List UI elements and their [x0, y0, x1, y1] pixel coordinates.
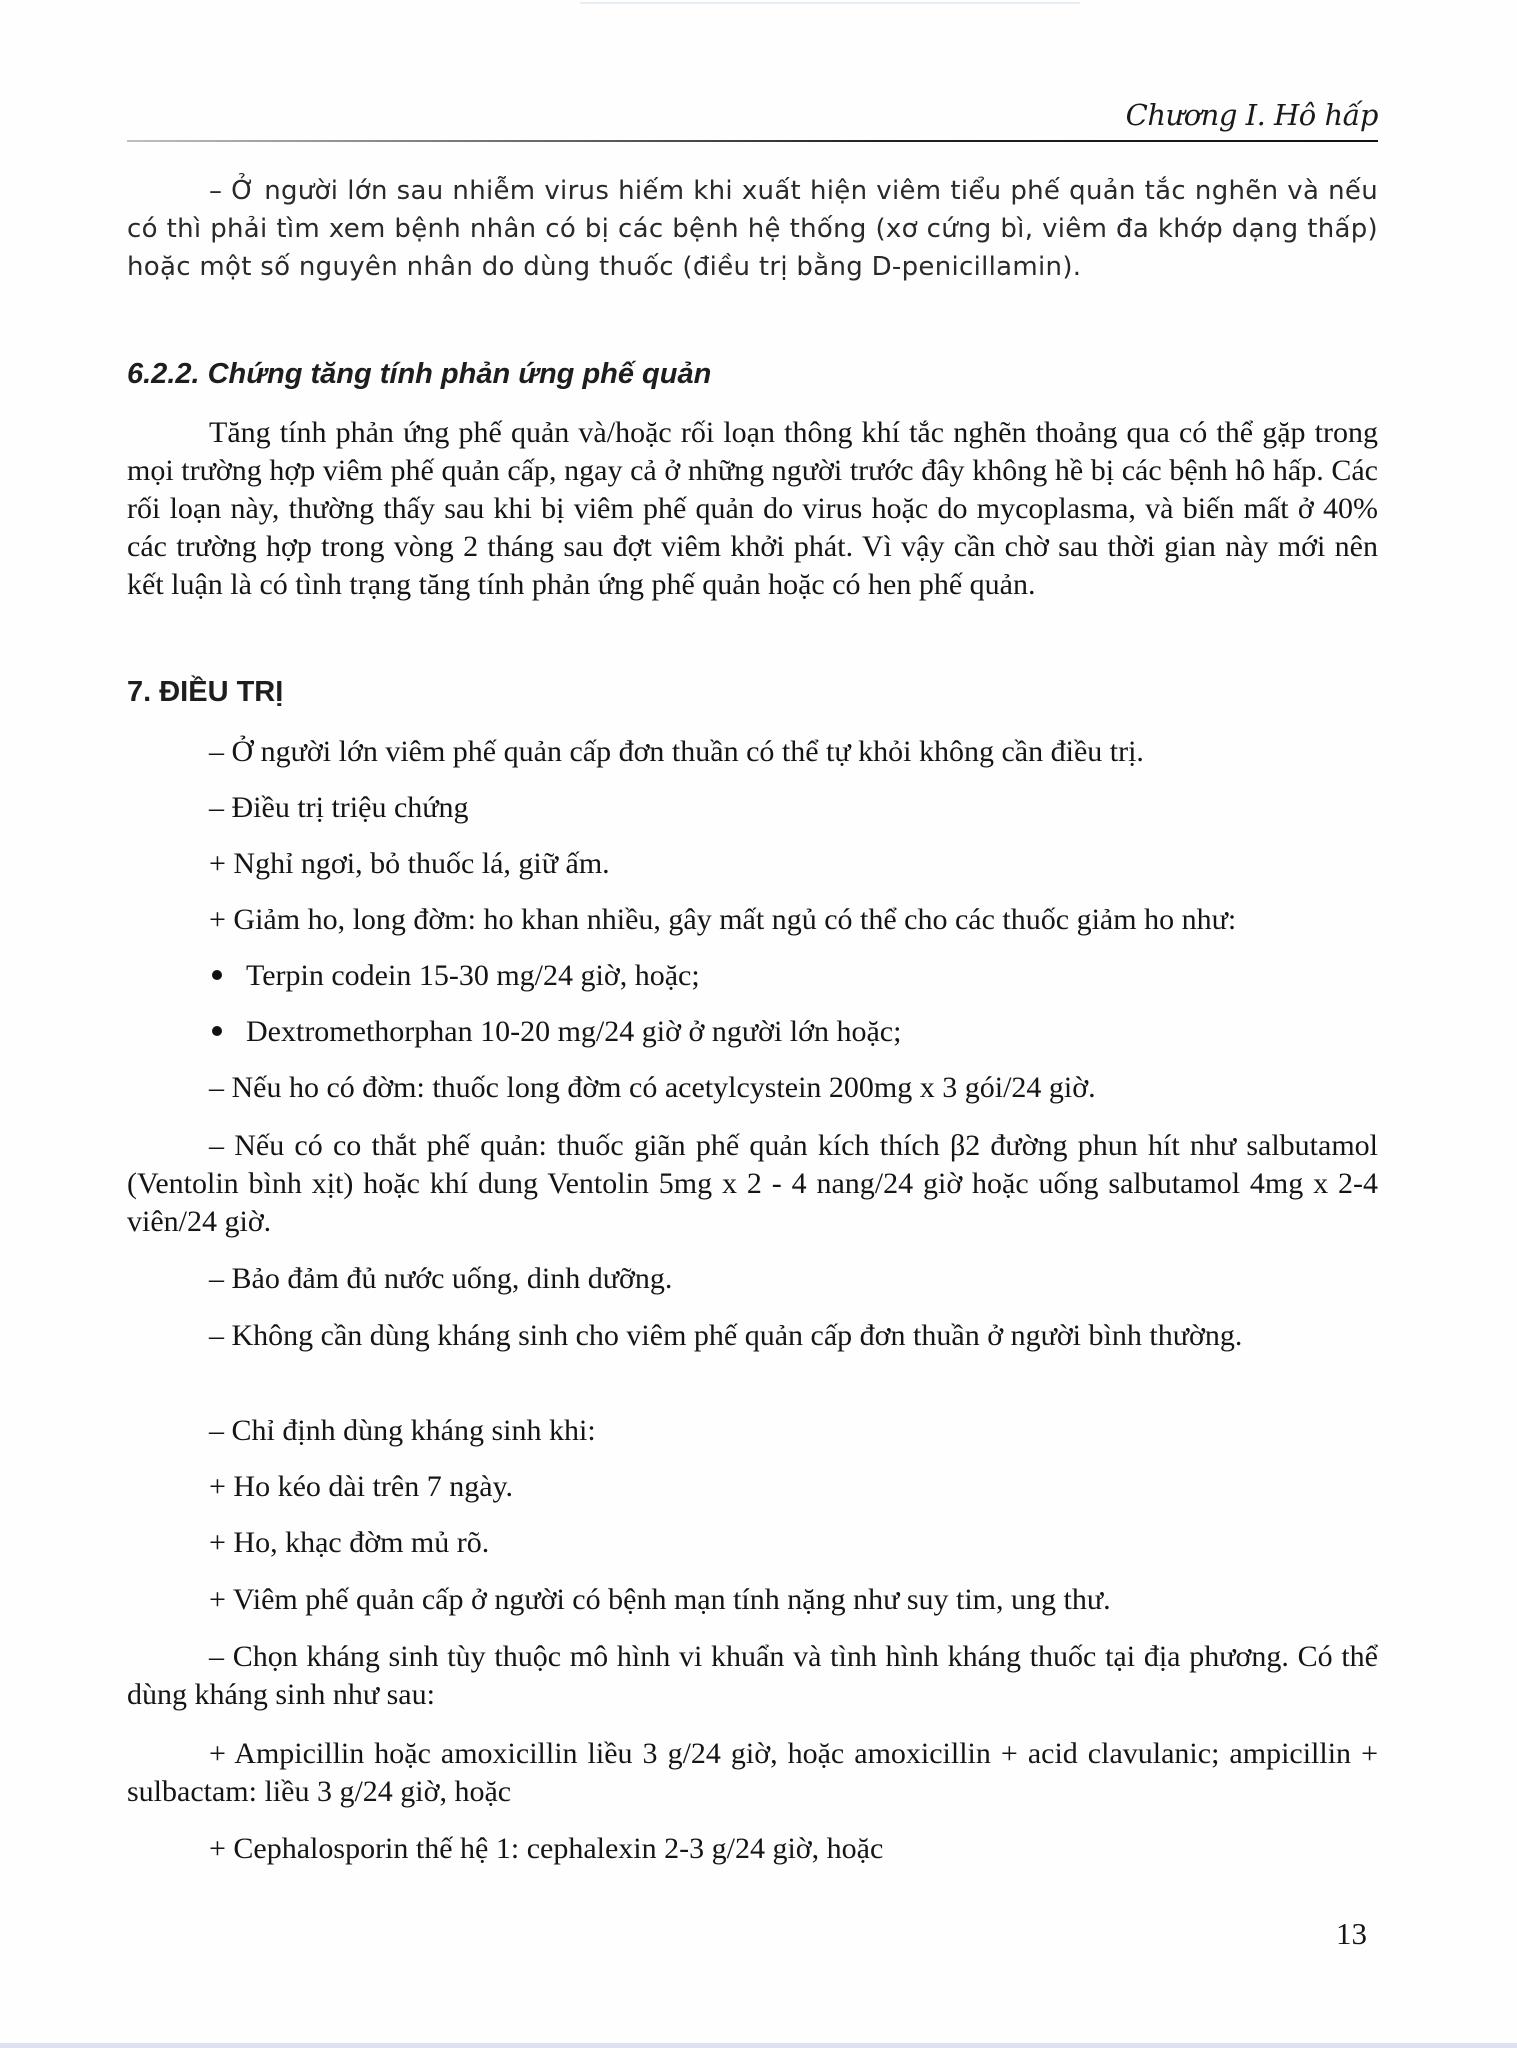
bullet-icon [212, 1026, 222, 1036]
list-item: – Không cần dùng kháng sinh cho viêm phế quản cấp đơn thuần ở người bình thường. [209, 1319, 1243, 1352]
bullet-text: Dextromethorphan 10-20 mg/24 giờ ở người lớn hoặc; [246, 1015, 902, 1048]
running-header: Chương I. Hô hấp [1125, 98, 1378, 132]
bullet-item [212, 1013, 901, 1051]
list-item: – Chỉ định dùng kháng sinh khi: [209, 1414, 596, 1447]
intro-paragraph: – Ở người lớn sau nhiễm virus hiếm khi xuất hiện viêm tiểu phế quản tắc nghẽn và nếu có thì phải tìm xem bệnh nhân có bị các bệnh hệ thống (xơ cứng bì, viêm đa khớp dạng thấp) hoặc một số nguyên nhân do dùng thuốc (điều trị bằng D-penicillamin). [127, 176, 1378, 282]
list-item: + Ampicillin hoặc amoxicillin liều 3 g/24 giờ, hoặc amoxicillin + acid clavulanic; ampicillin + sulbactam: liều 3 g/24 giờ, hoặc [127, 1737, 1378, 1808]
list-item: – Ở người lớn viêm phế quản cấp đơn thuần có thể tự khỏi không cần điều trị. [209, 735, 1144, 768]
bullet-item [212, 957, 700, 995]
section-6-2-2-body: Tăng tính phản ứng phế quản và/hoặc rối loạn thông khí tắc nghẽn thoảng qua có thể gặp trong mọi trường hợp viêm phế quản cấp, ngay cả ở những người trước đây không hề bị các bệnh hô hấp. Các rối loạn này, thường thấy sau khi bị viêm phế quản do virus hoặc do mycoplasma, và biến mất ở 40% các trường hợp trong vòng 2 tháng sau đợt viêm khởi phát. Vì vậy cần chờ sau thời gian này mới nên kết luận là có tình trạng tăng tính phản ứng phế quản hoặc có hen phế quản. [127, 416, 1378, 601]
list-item: – Nếu có co thắt phế quản: thuốc giãn phế quản kích thích β2 đường phun hít như salbutamol (Ventolin bình xịt) hoặc khí dung Ventolin 5mg x 2 - 4 nang/24 giờ hoặc uống salbutamol 4mg x 2-4 viên/24 giờ. [127, 1129, 1378, 1238]
list-item: – Chọn kháng sinh tùy thuộc mô hình vi khuẩn và tình hình kháng thuốc tại địa phương. Có thể dùng kháng sinh như sau: [127, 1640, 1378, 1711]
list-item: + Viêm phế quản cấp ở người có bệnh mạn tính nặng như suy tim, ung thư. [209, 1583, 1111, 1616]
list-item: + Cephalosporin thế hệ 1: cephalexin 2-3 g/24 giờ, hoặc [209, 1832, 884, 1865]
header-rule [127, 140, 1378, 142]
list-item: + Giảm ho, long đờm: ho khan nhiều, gây mất ngủ có thể cho các thuốc giảm ho như: [209, 903, 1237, 936]
scan-artifact-bottom [0, 2043, 1517, 2048]
section-heading-7: 7. ĐIỀU TRỊ [127, 676, 284, 708]
list-item: + Nghỉ ngơi, bỏ thuốc lá, giữ ấm. [209, 847, 610, 880]
list-item: – Bảo đảm đủ nước uống, dinh dưỡng. [209, 1262, 673, 1295]
section-heading-6-2-2: 6.2.2. Chứng tăng tính phản ứng phế quản [127, 358, 712, 390]
scan-artifact-top [580, 2, 1080, 4]
list-item: + Ho kéo dài trên 7 ngày. [209, 1470, 514, 1503]
bullet-text: Terpin codein 15-30 mg/24 giờ, hoặc; [246, 959, 700, 992]
list-item: – Nếu ho có đờm: thuốc long đờm có acetylcystein 200mg x 3 gói/24 giờ. [209, 1071, 1096, 1104]
list-item: + Ho, khạc đờm mủ rõ. [209, 1526, 490, 1559]
bullet-icon [212, 970, 222, 980]
list-item: – Điều trị triệu chứng [209, 791, 469, 824]
page-number: 13 [1336, 1916, 1367, 1951]
